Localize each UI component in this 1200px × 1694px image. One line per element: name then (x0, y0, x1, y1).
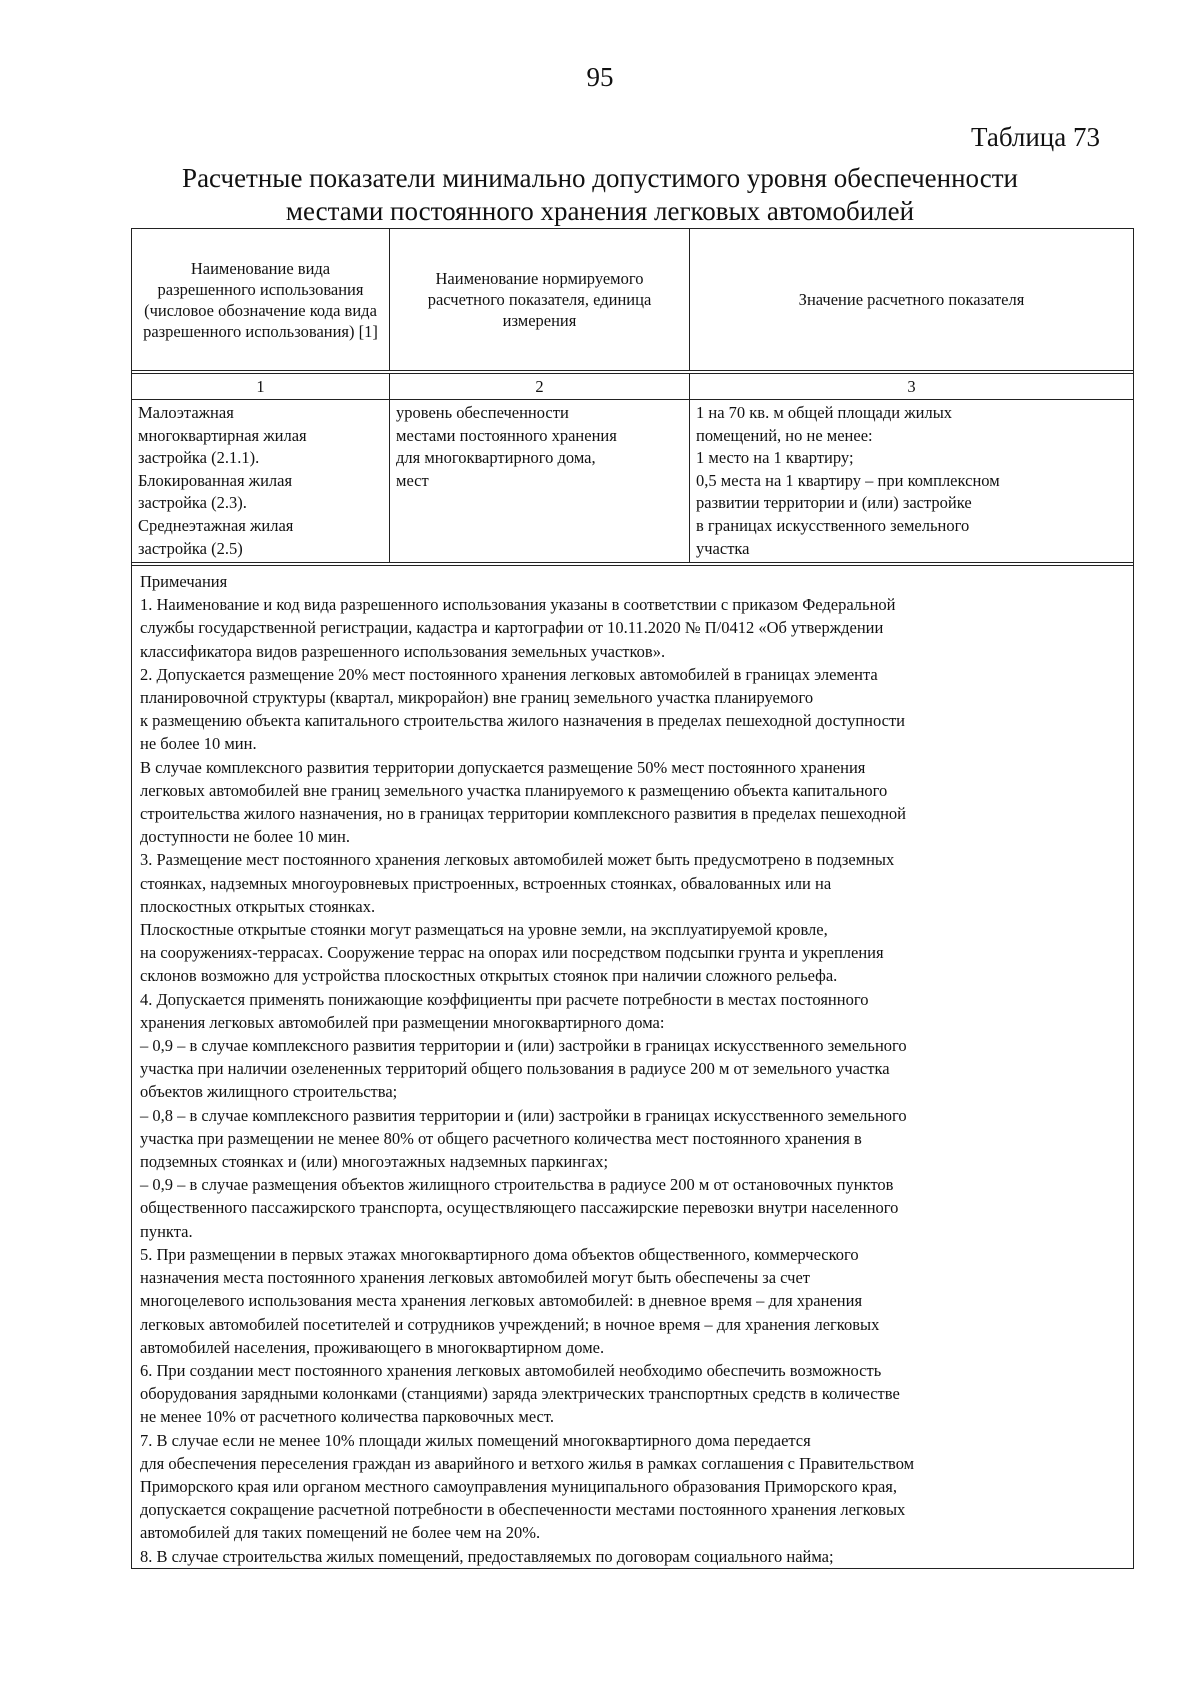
table-label: Таблица 73 (971, 122, 1100, 152)
note-line: планировочной структуры (квартал, микрорайон) вне границ земельного участка планируемого (140, 688, 814, 708)
note-line: на сооружениях-террасах. Сооружение террас на опорах или посредством подсыпки грунта и укрепления (140, 943, 884, 963)
note-line: классификатора видов разрешенного использования земельных участков». (140, 641, 666, 661)
cell-indicator-value: 1 на 70 кв. м общей площади жилых помещений, но не менее: 1 место на 1 квартиру; 0,5 места на 1 квартиру – при комплексном развитии территории и (или) застройке в границах искусственного земельного участка (696, 403, 1000, 558)
standards-table (131, 228, 1134, 1569)
note-line: 2. Допускается размещение 20% мест постоянного хранения легковых автомобилей в границах элемента (140, 664, 878, 684)
note-line: склонов возможно для устройства плоскостных открытых стоянок при наличии сложного рельефа. (140, 966, 838, 986)
note-line: подземных стоянках и (или) многоэтажных надземных паркингах; (140, 1152, 609, 1172)
note-line: автомобилей для таких помещений не более чем на 20%. (140, 1523, 541, 1543)
note-line: Плоскостные открытые стоянки могут размещаться на уровне земли, на эксплуатируемой кровле, (140, 920, 828, 940)
note-line: к размещению объекта капитального строительства жилого назначения в пределах пешеходной доступности (140, 711, 906, 731)
note-line: объектов жилищного строительства; (140, 1082, 398, 1102)
note-line: стоянках, надземных многоуровневых пристроенных, встроенных стоянках, обвалованных или на (140, 873, 832, 893)
table-title-line-1: Расчетные показатели минимально допустимого уровня обеспеченности (182, 163, 1018, 193)
page-number: 95 (586, 62, 614, 92)
note-line: В случае комплексного развития территории допускается размещение 50% мест постоянного хранения (140, 757, 866, 777)
note-line: многоцелевого использования места хранения легковых автомобилей: в дневное время – для хранения (140, 1291, 863, 1311)
note-line: 4. Допускается применять понижающие коэффициенты при расчете потребности в местах постоянного (140, 989, 869, 1009)
table-header-row (132, 229, 1133, 370)
column-number: 1 (132, 374, 390, 399)
notes-heading: Примечания (140, 572, 228, 591)
note-line: участка при наличии озелененных территорий общего пользования в радиусе 200 м от земельного участка (140, 1059, 890, 1079)
note-line: 6. При создании мест постоянного хранения легковых автомобилей необходимо обеспечить возможность (140, 1360, 882, 1380)
note-line: автомобилей населения, проживающего в многоквартирном доме. (140, 1337, 605, 1357)
note-line: – 0,9 – в случае размещения объектов жилищного строительства в радиусе 200 м от остановочных пунктов (140, 1175, 894, 1195)
note-line: 1. Наименование и код вида разрешенного использования указаны в соответствии с приказом Федеральной (140, 595, 896, 615)
note-line: пункта. (140, 1221, 193, 1241)
notes-lines (140, 593, 1125, 1544)
column-number-row (132, 370, 1133, 399)
note-line: плоскостных открытых стоянках. (140, 896, 376, 916)
note-line: службы государственной регистрации, кадастра и картографии от 10.11.2020 № П/0412 «Об утверждении (140, 618, 884, 638)
header-cell-land-use: Наименование вида разрешенного использования (числовое обозначение кода вида разрешенного использования) [1] (132, 229, 390, 370)
note-line: строительства жилого назначения, но в границах территории комплексного развития в пределах пешеходной (140, 804, 907, 824)
cell-land-use-types: Малоэтажная многоквартирная жилая застройка (2.1.1). Блокированная жилая застройка (2.3). Среднеэтажная жилая застройка (2.5) (132, 400, 390, 562)
notes-last-line: 8. В случае строительства жилых помещений, предоставляемых по договорам социального найма; (140, 1546, 834, 1566)
note-line: – 0,9 – в случае комплексного развития территории и (или) застройки в границах искусственного земельного (140, 1036, 907, 1056)
note-line: 5. При размещении в первых этажах многоквартирного дома объектов общественного, коммерческого (140, 1244, 859, 1264)
note-line: участка при размещении не менее 80% от общего расчетного количества мест постоянного хранения в (140, 1128, 862, 1148)
note-line: доступности не более 10 мин. (140, 827, 350, 847)
note-line: – 0,8 – в случае комплексного развития территории и (или) застройки в границах искусственного земельного (140, 1105, 907, 1125)
header-cell-value: Значение расчетного показателя (798, 290, 1025, 309)
table-title (0, 162, 1200, 228)
note-line: Приморского края или органом местного самоуправления муниципального образования Приморского края, (140, 1476, 898, 1496)
column-number: 2 (390, 374, 690, 399)
note-line: 3. Размещение мест постоянного хранения легковых автомобилей может быть предусмотрено в подземных (140, 850, 895, 870)
note-line: оборудования зарядными колонками (станциями) заряда электрических транспортных средств в количестве (140, 1384, 900, 1404)
note-line: допускается сокращение расчетной потребности в обеспеченности местами постоянного хранения легковых (140, 1500, 906, 1520)
note-line: хранения легковых автомобилей при размещении многоквартирного дома: (140, 1012, 665, 1032)
note-line: не менее 10% от расчетного количества парковочных мест. (140, 1407, 554, 1427)
column-number: 3 (907, 377, 916, 396)
note-line: назначения места постоянного хранения легковых автомобилей могут быть обеспечены за счет (140, 1268, 810, 1288)
note-line: не более 10 мин. (140, 734, 257, 754)
table-title-line-2: местами постоянного хранения легковых автомобилей (285, 196, 915, 226)
note-line: легковых автомобилей вне границ земельного участка планируемого к размещению объекта капитального (140, 780, 888, 800)
notes-section (132, 562, 1133, 1568)
note-line: для обеспечения переселения граждан из аварийного и ветхого жилья в рамках соглашения с Правительством (140, 1453, 915, 1473)
note-line: легковых автомобилей посетителей и сотрудников учреждений; в ночное время – для хранения легковых (140, 1314, 880, 1334)
table-row (132, 399, 1133, 562)
header-cell-indicator: Наименование нормируемого расчетного показателя, единица измерения (390, 229, 690, 370)
note-line: общественного пассажирского транспорта, осуществляющего пассажирские перевозки внутри населенного (140, 1198, 899, 1218)
cell-indicator-name: уровень обеспеченности местами постоянного хранения для многоквартирного дома, мест (390, 400, 690, 562)
note-line: 7. В случае если не менее 10% площади жилых помещений многоквартирного дома передается (140, 1430, 811, 1450)
